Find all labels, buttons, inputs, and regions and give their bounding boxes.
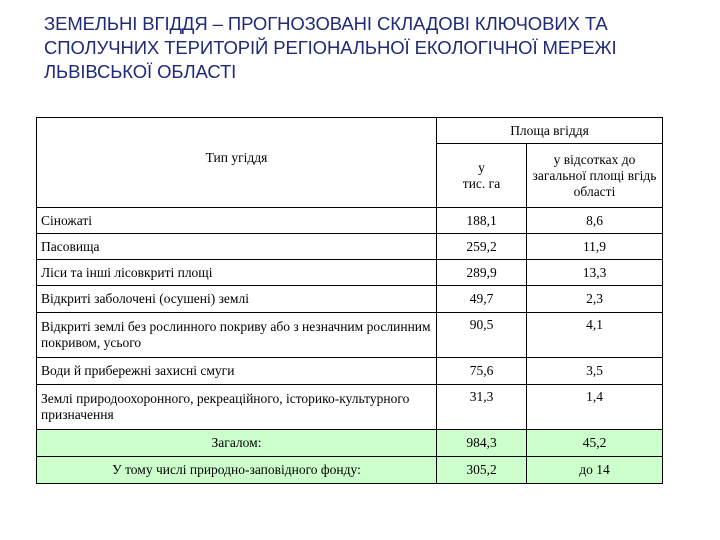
row-type: Сіножаті [37,208,437,234]
table-row [37,358,663,385]
row-type: Ліси та інші лісовкриті площі [37,260,437,286]
table-row [37,313,663,358]
row-percent: 13,3 [527,260,663,286]
total-percent: до 14 [527,457,663,484]
table-row [37,385,663,430]
total-type: Загалом: [37,430,437,457]
slide-title: ЗЕМЕЛЬНІ ВГІДДЯ – ПРОГНОЗОВАНІ СКЛАДОВІ КЛЮЧОВИХ ТА СПОЛУЧНИХ ТЕРИТОРІЙ РЕГІОНАЛЬНОЇ ЕКОЛОГІЧНОЇ МЕРЕЖІ ЛЬВІВСЬКОЇ ОБЛАСТІ [44,13,617,82]
header-area: Площа вгіддя [437,118,663,144]
row-percent: 1,4 [527,385,663,430]
land-area-table [36,117,663,484]
row-type: Відкриті землі без рослинного покриву або з незначним рослинним покривом, усього [37,313,437,358]
row-area: 188,1 [437,208,527,234]
row-area: 259,2 [437,234,527,260]
row-percent: 11,9 [527,234,663,260]
row-area: 49,7 [437,286,527,313]
header-thousand-ha: у тис. га [437,144,527,208]
total-area: 305,2 [437,457,527,484]
row-area: 90,5 [437,313,527,358]
row-percent: 3,5 [527,358,663,385]
total-type: У тому числі природно-заповідного фонду: [37,457,437,484]
row-percent: 8,6 [527,208,663,234]
total-row [37,430,663,457]
table-row [37,260,663,286]
row-type: Води й прибережні захисні смуги [37,358,437,385]
header-type: Тип угіддя [37,118,437,208]
row-type: Пасовища [37,234,437,260]
row-percent: 2,3 [527,286,663,313]
row-area: 75,6 [437,358,527,385]
table-row [37,286,663,313]
row-type: Відкриті заболочені (осушені) землі [37,286,437,313]
row-area: 289,9 [437,260,527,286]
row-area: 31,3 [437,385,527,430]
total-percent: 45,2 [527,430,663,457]
table-row [37,208,663,234]
total-row [37,457,663,484]
total-area: 984,3 [437,430,527,457]
row-percent: 4,1 [527,313,663,358]
table-row [37,234,663,260]
header-percent: у відсотках до загальної площі вгідь області [527,144,663,208]
row-type: Землі природоохоронного, рекреаційного, історико-культурного призначення [37,385,437,430]
